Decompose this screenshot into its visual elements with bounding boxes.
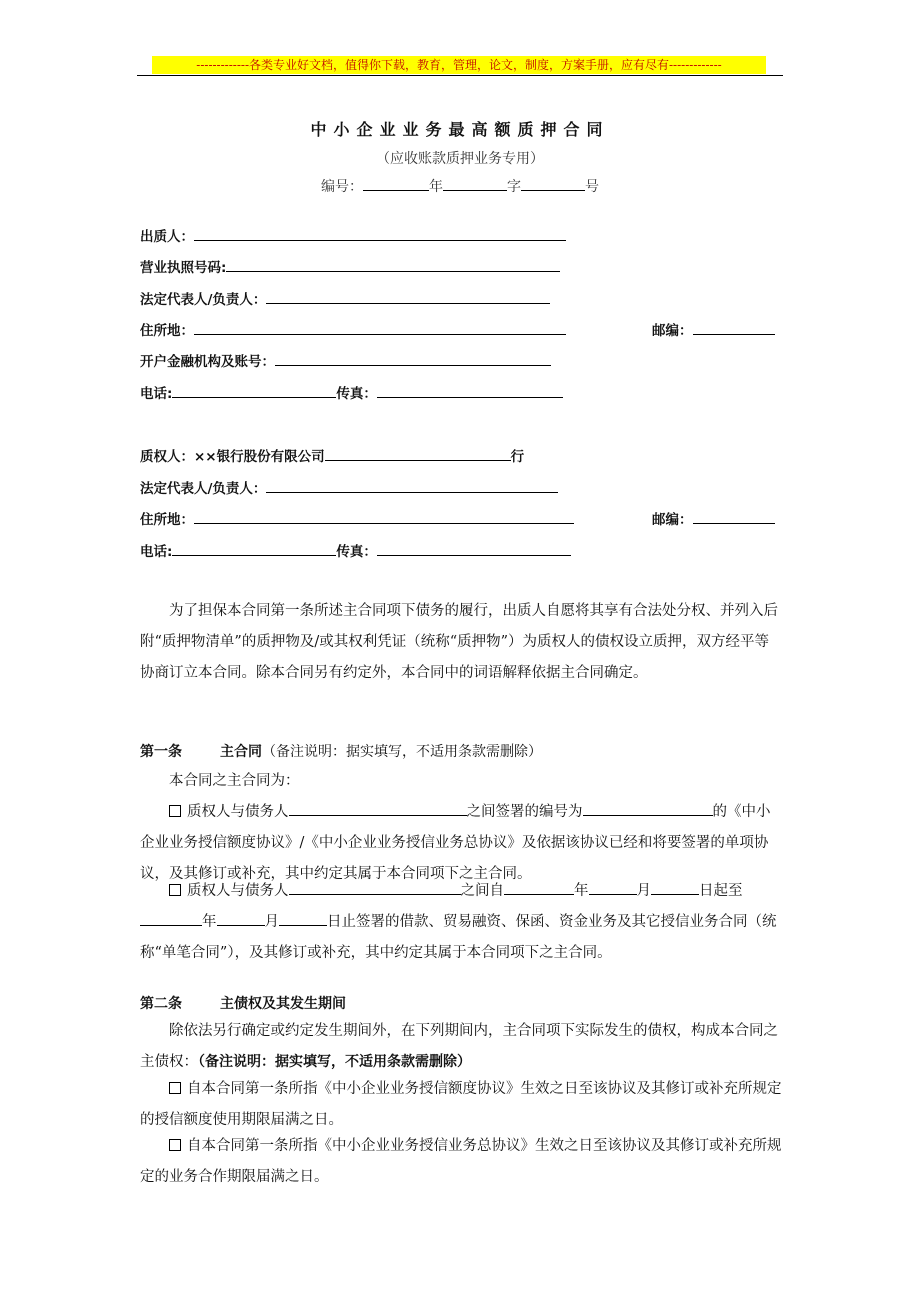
- pledgee-address-field[interactable]: [194, 508, 574, 524]
- option-2-day-to[interactable]: [279, 911, 327, 926]
- document-subtitle: （应收账款质押业务专用）: [376, 151, 544, 167]
- pledgor-address-row: [140, 319, 566, 339]
- option-2-text-b: 之间自: [460, 883, 504, 899]
- article-1-title: 主合同: [220, 744, 262, 760]
- pledgee-rep-field[interactable]: [266, 477, 558, 493]
- option-2-text-c: 日止签署的借款、贸易融资、保函、资金业务及其它授信业务合同（统称“单笔合同”），及其修订或补充，其中约定其属于本合同项下之主合同。: [140, 914, 777, 961]
- pledgor-name-row: [140, 225, 566, 245]
- pledgor-address-field[interactable]: [194, 319, 566, 335]
- pledgee-name-suffix: 行: [510, 449, 525, 465]
- checkbox-icon[interactable]: [169, 805, 181, 817]
- pledgor-name-label: 出质人：: [140, 229, 194, 245]
- pledgor-bank-field[interactable]: [275, 350, 551, 366]
- option-1-text-a: 质权人与债务人: [187, 804, 289, 820]
- pledgor-rep-label: 法定代表人/负责人：: [140, 292, 267, 308]
- pledgor-rep-row: [140, 288, 550, 308]
- pledgee-address-row: [140, 508, 574, 528]
- article-2-option-1: [140, 1074, 782, 1136]
- number-blank-1[interactable]: [363, 176, 429, 191]
- pledgee-phone-row: [140, 540, 571, 560]
- option-2-month-from[interactable]: [589, 880, 637, 895]
- article-2-number: 第二条: [140, 996, 182, 1012]
- pledgee-rep-label: 法定代表人/负责人：: [140, 481, 267, 497]
- pledgor-license-row: [140, 256, 560, 276]
- option-2-month-to[interactable]: [217, 911, 265, 926]
- option-2-day-from[interactable]: [651, 880, 699, 895]
- pledgor-address-label: 住所地：: [140, 323, 194, 339]
- number-char: 字: [507, 179, 521, 195]
- document-title: 中小企业业务最高额质押合同: [310, 120, 610, 139]
- article-2-note: （备注说明：据实填写，不适用条款需删除）: [198, 1054, 471, 1070]
- option-1-number-field[interactable]: [583, 801, 713, 816]
- article-1-note: （备注说明：据实填写，不适用条款需删除）: [262, 744, 542, 760]
- option-1-text-b: 之间签署的编号为: [466, 804, 583, 820]
- number-prefix: 编号：: [321, 179, 363, 195]
- pledgor-license-field[interactable]: [226, 256, 560, 272]
- pledgee-branch-field[interactable]: [325, 445, 511, 461]
- pledgor-phone-row: [140, 382, 563, 402]
- header-rule: [137, 75, 783, 76]
- article-2-body: 除依法另行确定或约定发生期间外，在下列期间内，主合同项下实际发生的债权，构成本合同之主债权：: [140, 1023, 778, 1070]
- checkbox-icon[interactable]: [169, 1082, 181, 1094]
- article-2-title: 主债权及其发生期间: [220, 996, 346, 1012]
- option-2-year-from[interactable]: [504, 880, 574, 895]
- pledgee-address-label: 住所地：: [140, 512, 194, 528]
- pledgee-zip-row: [652, 508, 775, 528]
- pledgor-fax-label: 传真：: [336, 386, 377, 402]
- pledgor-name-field[interactable]: [194, 225, 566, 241]
- article-1-lead: 本合同之主合同为：: [169, 773, 300, 789]
- pledgee-phone-label: 电话:: [140, 544, 173, 560]
- checkbox-icon[interactable]: [169, 884, 181, 896]
- pledgee-zip-label: 邮编：: [652, 512, 693, 528]
- option-2-day-from-label: 日起至: [699, 883, 743, 899]
- option-2-year-label: 年: [574, 883, 589, 899]
- pledgor-bank-label: 开户金融机构及账号：: [140, 354, 275, 370]
- option-2-month-to-label: 月: [264, 914, 279, 930]
- article-2-text: [140, 1016, 782, 1078]
- option-2-text-a: 质权人与债务人: [187, 883, 289, 899]
- pledgor-license-label: 营业执照号码:: [140, 260, 227, 276]
- article-1-heading: [140, 742, 542, 762]
- option-2-year-to[interactable]: [140, 911, 202, 926]
- checkbox-icon[interactable]: [169, 1139, 181, 1151]
- intro-paragraph: 为了担保本合同第一条所述主合同项下债务的履行，出质人自愿将其享有合法处分权、并列入后附“质押物清单”的质押物及/或其权利凭证（统称“质押物”）为质权人的债权设立质押，双方经平等协商订立本合同。除本合同另有约定外，本合同中的词语解释依据主合同确定。: [140, 603, 778, 681]
- pledgee-phone-field[interactable]: [172, 540, 336, 556]
- number-year: 年: [429, 179, 443, 195]
- article-1-number: 第一条: [140, 744, 182, 760]
- pledgee-rep-row: [140, 477, 558, 497]
- pledgor-zip-label: 邮编：: [652, 323, 693, 339]
- pledgee-fax-label: 传真：: [336, 544, 377, 560]
- header-banner: -------------各类专业好文档，值得你下载，教育，管理，论文，制度，方案手册，应有尽有-------------: [152, 56, 766, 74]
- option-2-debtor-field[interactable]: [289, 880, 461, 895]
- option-2-month-label: 月: [636, 883, 651, 899]
- article-2-option-2: [140, 1131, 782, 1193]
- number-no: 号: [585, 179, 599, 195]
- pledgee-fax-field[interactable]: [377, 540, 571, 556]
- pledgor-rep-field[interactable]: [266, 288, 550, 304]
- pledgor-zip-row: [652, 319, 775, 339]
- article-2-option-1-text: 自本合同第一条所指《中小企业业务授信额度协议》生效之日至该协议及其修订或补充所规定的授信额度使用期限届满之日。: [140, 1081, 782, 1128]
- pledgor-zip-field[interactable]: [693, 319, 775, 335]
- article-2-heading: [140, 994, 346, 1014]
- number-blank-3[interactable]: [521, 176, 585, 191]
- contract-number-line: [0, 176, 920, 196]
- number-blank-2[interactable]: [443, 176, 507, 191]
- article-2-option-2-text: 自本合同第一条所指《中小企业业务授信业务总协议》生效之日至该协议及其修订或补充所规定的业务合作期限届满之日。: [140, 1138, 782, 1185]
- article-1-option-2: [140, 876, 782, 969]
- pledgor-phone-field[interactable]: [172, 382, 336, 398]
- pledgee-name-label: 质权人：××银行股份有限公司: [140, 449, 325, 465]
- pledgor-phone-label: 电话:: [140, 386, 173, 402]
- option-2-year-to-label: 年: [202, 914, 217, 930]
- pledgor-fax-field[interactable]: [377, 382, 563, 398]
- option-1-debtor-field[interactable]: [289, 801, 467, 816]
- pledgor-bank-row: [140, 350, 551, 370]
- pledgee-zip-field[interactable]: [693, 508, 775, 524]
- option-1-text-c: 的《中小企业业务授信额度协议》/《中小企业业务授信业务总协议》及依据该协议已经和将要签署的单项协议，及其修订或补充，其中约定其属于本合同项下之主合同。: [140, 804, 771, 882]
- pledgee-name-row: [140, 445, 524, 465]
